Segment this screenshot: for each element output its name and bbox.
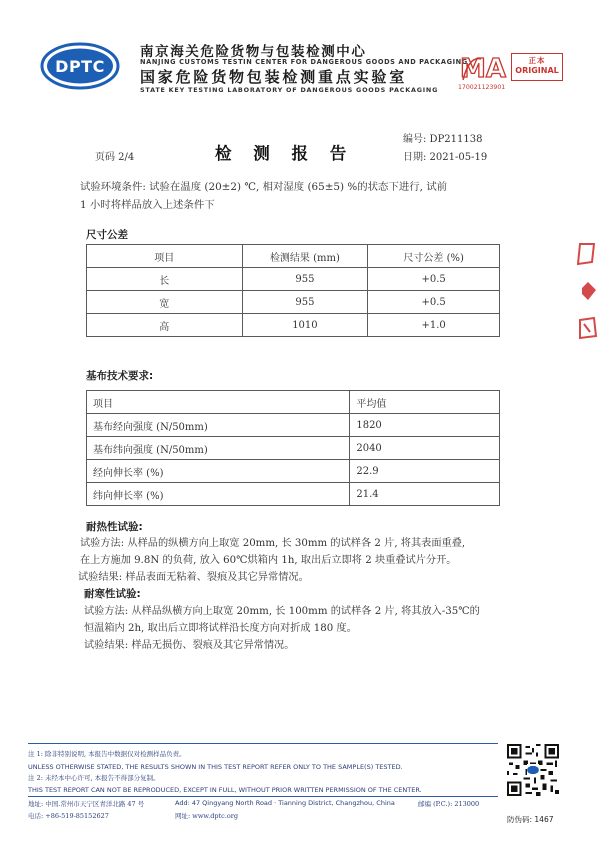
- table-header-cell: 尺寸公差 (%): [368, 245, 500, 268]
- original-stamp: [511, 53, 563, 81]
- footer-tel: 电话: +86-519-85152627: [28, 812, 109, 820]
- dimension-table: [86, 244, 500, 337]
- qr-code-icon: [507, 744, 559, 796]
- test-conditions: [80, 178, 560, 214]
- table-cell: 955: [242, 291, 368, 314]
- cma-text: MA: [460, 54, 506, 83]
- table-cell: 2040: [350, 437, 500, 460]
- table-cell: 基布经向强度 (N/50mm): [87, 414, 350, 437]
- table-row: [87, 483, 500, 506]
- footer-postcode: 邮编 (P.C.): 213000: [418, 800, 480, 808]
- dptc-logo: [40, 42, 120, 90]
- footer-address-cn: 地址: 中国.常州市天宁区青洋北路 47 号: [28, 800, 145, 808]
- table-row: [87, 291, 500, 314]
- original-stamp-en: ORIGINAL: [515, 66, 559, 75]
- center-name-en: NANJING CUSTOMS TESTIN CENTER FOR DANGEROUS GOODS AND PACKAGING: [140, 58, 468, 66]
- table-cell: +1.0: [368, 314, 500, 337]
- cold-test-result: 试验结果: 样品无损伤、裂痕及其它异常情况。: [84, 640, 295, 651]
- page-number: 页码 2/4: [95, 152, 135, 163]
- table-cell: 高: [87, 314, 243, 337]
- table-cell: 长: [87, 268, 243, 291]
- table-header-row: [87, 245, 500, 268]
- table-row: [87, 437, 500, 460]
- footer-divider: [28, 796, 498, 797]
- table-row: [87, 460, 500, 483]
- table-row: [87, 268, 500, 291]
- lab-name-cn: 国家危险货物包装检测重点实验室: [140, 68, 408, 86]
- table-cell: 基布纬向强度 (N/50mm): [87, 437, 350, 460]
- table-cell: 1010: [242, 314, 368, 337]
- cma-mark: [459, 53, 507, 83]
- base-fabric-section-title: 基布技术要求:: [86, 370, 154, 382]
- heat-test-method-line2: 在上方施加 9.8N 的负荷, 放入 60℃烘箱内 1h, 取出后立即将 2 块重叠试片分开。: [80, 555, 457, 566]
- cma-number: 170021123901: [458, 84, 506, 91]
- cold-test-method-line2: 恒温箱内 2h, 取出后立即将试样沿长度方向对折成 180 度。: [84, 623, 357, 634]
- footer-note2-cn: 注 2: 未经本中心许可, 本报告不得部分复制。: [28, 774, 160, 782]
- table-header-cell: 项目: [87, 391, 350, 414]
- table-row: [87, 414, 500, 437]
- footer-website: 网址: www.dptc.org: [175, 812, 239, 820]
- test-conditions-line1: 试验环境条件: 试验在温度 (20±2) ℃, 相对湿度 (65±5) %的状态下进行, 试前: [80, 181, 447, 193]
- table-row: [87, 314, 500, 337]
- footer-note1-cn: 注 1: 除非特别说明, 本报告中数据仅对检测样品负责。: [28, 750, 186, 758]
- original-stamp-cn: 正本: [528, 56, 546, 65]
- table-cell: 21.4: [350, 483, 500, 506]
- report-number: 编号: DP211138: [403, 134, 483, 145]
- table-cell: 宽: [87, 291, 243, 314]
- table-cell: 22.9: [350, 460, 500, 483]
- heat-test-result: 试验结果: 样品表面无粘着、裂痕及其它异常情况。: [78, 572, 309, 583]
- seal-edge-mark: [572, 238, 600, 358]
- table-header-row: [87, 391, 500, 414]
- dimension-section-title: 尺寸公差: [86, 229, 128, 241]
- table-cell: +0.5: [368, 268, 500, 291]
- base-fabric-table: [86, 390, 500, 506]
- table-header-cell: 检测结果 (mm): [242, 245, 368, 268]
- report-date: 日期: 2021-05-19: [403, 152, 488, 163]
- table-cell: 1820: [350, 414, 500, 437]
- footer-address-en: Add: 47 Qingyang North Road · Tianning District, Changzhou, China: [175, 799, 395, 807]
- table-cell: 955: [242, 268, 368, 291]
- table-cell: 经向伸长率 (%): [87, 460, 350, 483]
- anti-fake-code: 防伪码: 1467: [507, 815, 554, 824]
- heat-test-method-line1: 试验方法: 从样品的纵横方向上取宽 20mm, 长 30mm 的试样各 2 片, 将其表面重叠,: [80, 538, 466, 549]
- center-name-cn: 南京海关危险货物与包装检测中心: [140, 44, 367, 60]
- table-cell: 纬向伸长率 (%): [87, 483, 350, 506]
- cold-test-title: 耐寒性试验:: [84, 588, 141, 600]
- table-cell: +0.5: [368, 291, 500, 314]
- report-title: 检 测 报 告: [215, 144, 355, 163]
- footer-divider: [28, 743, 498, 744]
- logo-text: DPTC: [55, 57, 105, 76]
- footer-note1-en: UNLESS OTHERWISE STATED, THE RESULTS SHOWN IN THIS TEST REPORT REFER ONLY TO THE SAMPLE(S) TESTED.: [28, 763, 403, 771]
- cold-test-method-line1: 试验方法: 从样品纵横方向上取宽 20mm, 长 100mm 的试样各 2 片, 将其放入-35℃的: [84, 606, 480, 617]
- test-conditions-line2: 1 小时将样品放入上述条件下: [80, 199, 215, 211]
- table-header-cell: 项目: [87, 245, 243, 268]
- lab-name-en: STATE KEY TESTING LABORATORY OF DANGEROUS GOODS PACKAGING: [140, 86, 439, 94]
- footer-note2-en: THIS TEST REPORT CAN NOT BE REPRODUCED, EXCEPT IN FULL, WITHOUT PRIOR WRITTEN PERMISSION OF THE CENTER.: [28, 786, 422, 794]
- heat-test-title: 耐热性试验:: [86, 521, 143, 533]
- table-header-cell: 平均值: [350, 391, 500, 414]
